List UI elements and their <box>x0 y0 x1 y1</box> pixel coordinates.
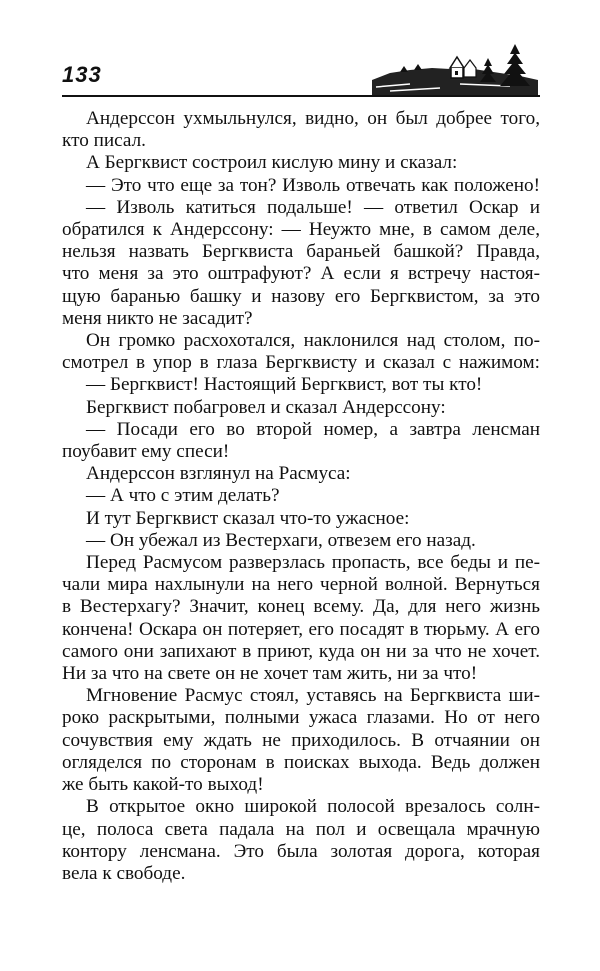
text-line: це, полоса света падала на пол и освещала мрачную <box>62 818 540 840</box>
text-line: Бергквист побагровел и сказал Андерссону: <box>86 396 446 418</box>
text-line: самого они запихают в приют, куда он ни за что не хочет. <box>62 640 540 662</box>
text-line: Он громко расхохотался, наклонился над столом, по- <box>86 330 540 352</box>
text-line: же быть какой-то выход! <box>62 774 264 796</box>
text-line: чали мира нахлынули на него черной волной. Вернуться <box>62 574 540 596</box>
header-rule <box>62 95 540 97</box>
text-line: В открытое окно широкой полосой врезалось солн- <box>86 796 540 818</box>
text-line: контору ленсмана. Это была золотая дорога, которая <box>62 840 540 862</box>
text-line: — Бергквист! Настоящий Бергквист, вот ты кто! <box>86 374 483 396</box>
page-number: 133 <box>62 62 102 87</box>
text-line: сочувствия ему ждать не приходилось. В отчаянии он <box>62 729 540 751</box>
body-text <box>62 108 540 885</box>
text-line: смотрел в упор в глаза Бергквисту и сказал с нажимом: <box>62 352 540 374</box>
text-line: Андерссон взглянул на Расмуса: <box>86 463 351 485</box>
text-line: Андерссон ухмыльнулся, видно, он был добрее того, <box>86 108 540 129</box>
text-line: кто писал. <box>62 130 146 152</box>
text-line: меня никто не засадит? <box>62 307 253 329</box>
text-line: — Посади его во второй номер, а завтра ленсман <box>86 418 540 440</box>
text-line: нельзя назвать Бергквиста бараньей башкой? Правда, <box>62 241 540 263</box>
text-line: что меня за это оштрафуют? А если я встречу настоя- <box>62 263 540 285</box>
text-line: щую баранью башку и назову его Бергквистом, за это <box>62 285 540 307</box>
text-line: в Вестерхагу? Значит, конец всему. Да, для него жизнь <box>62 596 540 618</box>
text-line: — Он убежал из Вестерхаги, отвезем его назад. <box>86 529 476 551</box>
text-line: поубавит ему спеси! <box>62 441 230 463</box>
text-line: Ни за что на свете он не хочет там жить, ни за что! <box>62 663 478 685</box>
text-line: огляделся по сторонам в поисках выхода. Ведь должен <box>62 751 540 773</box>
text-line: А Бергквист состроил кислую мину и сказал: <box>86 152 458 174</box>
text-line: кончена! Оскара он потеряет, его посадят в тюрьму. А его <box>62 618 540 640</box>
text-line: Перед Расмусом разверзлась пропасть, все беды и пе- <box>86 552 540 574</box>
text-line: вела к свободе. <box>62 862 186 884</box>
running-header <box>62 40 540 100</box>
text-line: — Изволь катиться подальше! — ответил Оскар и <box>86 196 540 218</box>
text-line: — А что с этим делать? <box>86 485 280 507</box>
text-line: И тут Бергквист сказал что-то ужасное: <box>86 507 410 529</box>
text-line: обратился к Андерссону: — Неужто мне, в самом деле, <box>62 219 540 241</box>
text-line: Мгновение Расмус стоял, уставясь на Бергквиста ши- <box>86 685 540 707</box>
text-line: — Это что еще за тон? Изволь отвечать как положено! <box>86 174 540 196</box>
landscape-vignette-icon <box>370 40 540 98</box>
text-line: роко раскрытыми, полными ужаса глазами. Но от него <box>62 707 540 729</box>
